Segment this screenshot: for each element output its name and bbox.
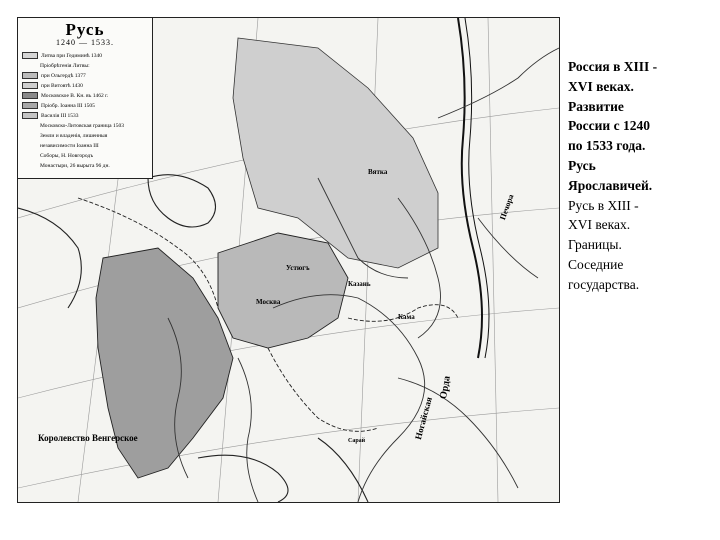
label-pechora: Печора [498, 193, 516, 222]
ural-mountains [458, 18, 489, 358]
legend-row-text: при Ольгердѣ 1377 [41, 73, 86, 79]
label-moskva: Москва [256, 298, 281, 306]
label-vyatka: Вятка [368, 168, 388, 176]
legend-row-text: Василія III 1533 [41, 113, 79, 119]
legend-row-text: Пріобрѣтенія Литвы: [40, 63, 90, 69]
label-ustyug: Устюгъ [286, 264, 310, 272]
caption-line: Соседние [568, 256, 624, 272]
map-legend [18, 18, 153, 179]
legend-row-text: независимости Іоанна III [40, 143, 99, 149]
slide-caption [568, 57, 718, 295]
legend-swatch [22, 82, 38, 89]
region-moscow [218, 233, 348, 348]
legend-row [22, 82, 148, 90]
legend-swatch [22, 102, 38, 109]
caption-line: Россия в XIII - [568, 59, 658, 74]
legend-row-text: Московско-Литовская граница 1503 [40, 123, 124, 129]
caption-line: государства. [568, 276, 640, 292]
region-north [233, 38, 438, 268]
label-kazan: Казань [348, 280, 371, 288]
legend-row [22, 102, 148, 110]
legend-row [22, 92, 148, 100]
legend-row-text: Земли и владенія, лишенныя [40, 133, 108, 139]
legend-row-text: Московское В. Кн. въ 1462 г. [41, 93, 109, 99]
label-nogai: Ногайская [413, 395, 434, 441]
legend-swatch [22, 112, 38, 119]
legend-row [22, 112, 148, 120]
caption-line: по 1533 года. [568, 138, 646, 154]
legend-title: Русь [65, 20, 105, 39]
caption-line: Границы. [568, 237, 622, 253]
legend-years: 1240 — 1533. [56, 38, 114, 47]
legend-swatch [22, 72, 38, 79]
region-lithuania [96, 248, 233, 478]
caption-line: России с 1240 [568, 118, 650, 134]
caption-line: Русь [568, 157, 596, 173]
legend-swatch [22, 92, 38, 99]
legend-row [22, 132, 148, 140]
legend-row-text: Пріобр. Іоанна III 1505 [41, 103, 95, 109]
legend-row [22, 152, 148, 160]
caption-line: XVI веках. [568, 217, 631, 233]
legend-row [22, 122, 148, 130]
label-sarai: Сарай [348, 438, 366, 444]
legend-row-text: Соборы, Н. Новгородъ [40, 153, 94, 159]
legend-row [22, 162, 148, 170]
legend-row [22, 52, 148, 60]
legend-swatch [22, 52, 38, 59]
legend-row [22, 62, 148, 70]
legend-row [22, 72, 148, 80]
legend-row-text: Монастыри, 26 вырыта 96 дн. [40, 163, 110, 169]
legend-row-text: Литва при Гедиминѣ 1340 [41, 53, 103, 59]
legend-row [22, 142, 148, 150]
legend-row-text: при Витовтѣ 1430 [41, 83, 83, 89]
caption-line: Русь в XIII - [568, 197, 639, 213]
label-kama: Кама [398, 313, 415, 321]
caption-line: XVI веках. [568, 78, 634, 94]
label-hungary: Королевство Венгерское [38, 433, 138, 443]
label-orda: Орда [438, 375, 453, 400]
caption-line: Развитие [568, 98, 624, 114]
historical-map [17, 17, 560, 503]
caption-line: Ярославичей. [568, 177, 653, 193]
